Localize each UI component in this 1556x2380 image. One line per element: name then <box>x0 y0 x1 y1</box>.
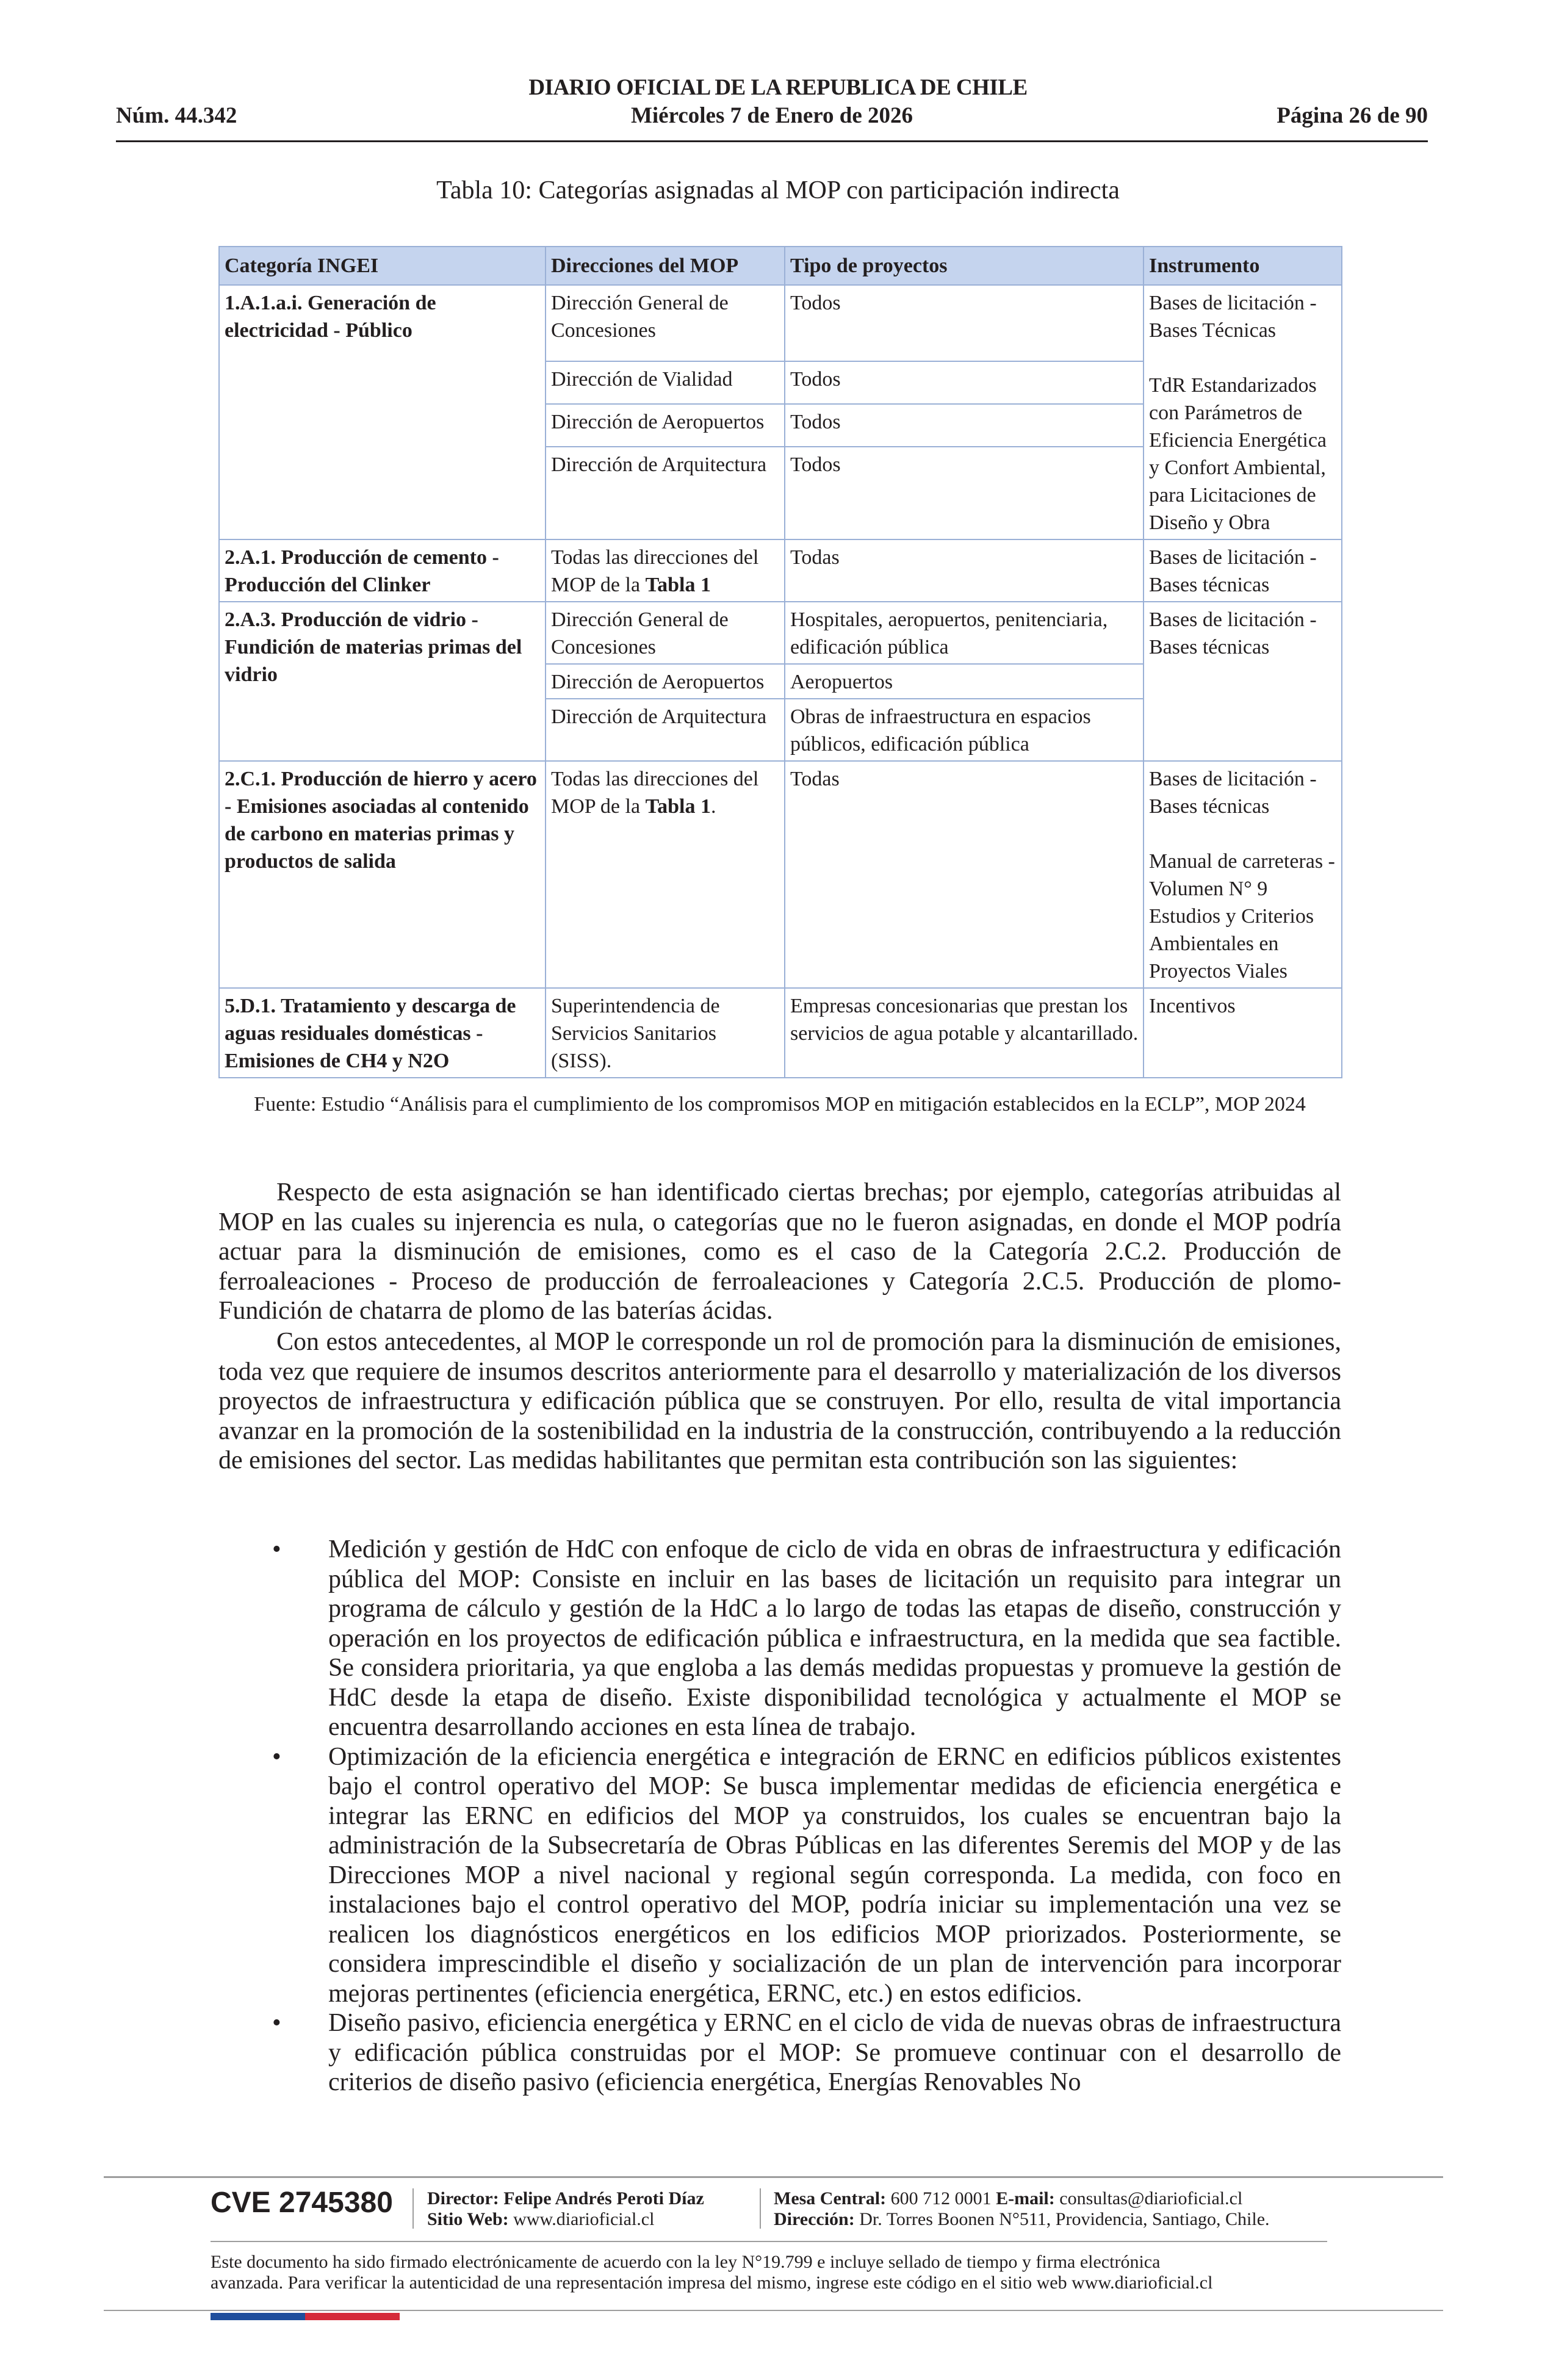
flag-stripe-red <box>305 2313 400 2320</box>
direccion-cell: Dirección de Aeropuertos <box>546 404 785 447</box>
table-row <box>219 988 1342 1078</box>
mesa-label: Mesa Central: <box>774 2188 887 2209</box>
director-name: Felipe Andrés Peroti Díaz <box>503 2188 704 2209</box>
instrumento-text: Bases de licitación - Bases técnicas <box>1149 768 1317 818</box>
footer-divider <box>104 2176 1443 2178</box>
issue-date: Miércoles 7 de Enero de 2026 <box>630 103 913 128</box>
instrumento-cell: Bases de licitación - Bases técnicas <box>1144 602 1342 761</box>
footer-contact-block <box>774 2188 1270 2230</box>
instrumento-cell: Incentivos <box>1144 988 1342 1078</box>
header-row <box>116 103 1428 131</box>
tipo-cell: Aeropuertos <box>785 664 1144 699</box>
paragraph: Respecto de esta asignación se han identificado ciertas brechas; por ejemplo, categorías atribuidas al MOP en las cuales su injerencia es nula, o categorías que no le fueron asignadas, en donde el MOP podría actuar para la disminución de emisiones, como es el caso de la Categoría 2.C.2. Producción de ferroaleaciones - Proceso de producción de ferroaleaciones y Categoría 2.C.5. Producción de plomo-Fundición de chatarra de plomo de las baterías ácidas. <box>218 1178 1341 1325</box>
list-item <box>218 1742 1341 2009</box>
email-link[interactable]: consultas@diarioficial.cl <box>1059 2188 1243 2209</box>
site-label: Sitio Web: <box>427 2209 509 2229</box>
site-link[interactable]: www.diarioficial.cl <box>513 2209 655 2229</box>
signature-notice-line: avanzada. Para verificar la autenticidad de una representación impresa del mismo, ingrese este código en el sitio web www.diarioficial.cl <box>211 2273 1213 2293</box>
director-label: Director: <box>427 2188 499 2209</box>
signature-notice <box>211 2252 1370 2293</box>
table-row <box>219 602 1342 664</box>
list-item-text: Medición y gestión de HdC con enfoque de ciclo de vida en obras de infraestructura y edificación pública del MOP: Consiste en incluir en las bases de licitación un requisito para integrar un programa de cálculo y gestión de la HdC a lo largo de todas las etapas de diseño, construcción y operación en los proyectos de edificación pública e infraestructura, en la medida que sea factible. Se considera prioritaria, ya que engloba a las demás medidas propuestas y promueve la gestión de HdC desde la etapa de diseño. Existe disponibilidad tecnológica y actualmente el MOP se encuentra desarrollando acciones en esta línea de trabajo. <box>328 1535 1341 1741</box>
category-cell: 2.C.1. Producción de hierro y acero - Emisiones asociadas al contenido de carbono en materias primas y productos de salida <box>219 761 546 988</box>
footer-separator <box>760 2188 761 2229</box>
direccion-cell: Dirección de Arquitectura <box>546 699 785 761</box>
bullet-icon: • <box>272 1535 281 1563</box>
instrumento-text: Bases de licitación - Bases Técnicas <box>1149 292 1317 342</box>
header-divider <box>116 140 1428 142</box>
tipo-cell: Todos <box>785 404 1144 447</box>
bullet-icon: • <box>272 1742 281 1771</box>
table-row <box>219 761 1342 988</box>
direccion-text: Todas las direcciones del MOP de la <box>551 768 759 818</box>
bullet-icon: • <box>272 2009 281 2037</box>
instrumento-cell <box>1144 761 1342 988</box>
direccion-cell: Dirección de Vialidad <box>546 361 785 404</box>
table-reference: Tabla 1 <box>645 795 711 818</box>
categories-table <box>218 246 1342 1078</box>
instrumento-text: Manual de carreteras - Volumen N° 9 Estudios y Criterios Ambientales en Proyectos Viales <box>1149 850 1335 983</box>
direccion-cell: Dirección General de Concesiones <box>546 285 785 361</box>
column-header: Direcciones del MOP <box>546 247 785 285</box>
direccion-cell: Dirección de Arquitectura <box>546 447 785 539</box>
email-label: E-mail: <box>996 2188 1055 2209</box>
column-header: Tipo de proyectos <box>785 247 1144 285</box>
table-reference: Tabla 1 <box>645 574 711 596</box>
direccion-text: Todas las direcciones del MOP de la <box>551 546 759 596</box>
column-header: Categoría INGEI <box>219 247 546 285</box>
tipo-cell: Empresas concesionarias que prestan los servicios de agua potable y alcantarillado. <box>785 988 1144 1078</box>
direccion-cell <box>546 539 785 602</box>
mesa-phone: 600 712 0001 <box>890 2188 992 2209</box>
signature-notice-line: Este documento ha sido firmado electrónicamente de acuerdo con la ley N°19.799 e incluye sellado de tiempo y firma electrónica <box>211 2252 1161 2272</box>
category-cell: 2.A.3. Producción de vidrio - Fundición de materias primas del vidrio <box>219 602 546 761</box>
table-row <box>219 539 1342 602</box>
list-item <box>218 1535 1341 1742</box>
category-cell: 5.D.1. Tratamiento y descarga de aguas residuales domésticas - Emisiones de CH4 y N2O <box>219 988 546 1078</box>
flag-stripe-blue <box>211 2313 305 2320</box>
instrumento-cell <box>1144 285 1342 539</box>
direccion-cell: Dirección General de Concesiones <box>546 602 785 664</box>
table-row <box>219 285 1342 361</box>
footer-director-block <box>427 2188 704 2230</box>
table-source: Fuente: Estudio “Análisis para el cumplimiento de los compromisos MOP en mitigación establecidos en la ECLP”, MOP 2024 <box>254 1093 1306 1116</box>
footer-separator <box>412 2188 414 2229</box>
issue-number: Núm. 44.342 <box>116 103 237 128</box>
page-number: Página 26 de 90 <box>1277 103 1428 128</box>
instrumento-cell: Bases de licitación - Bases técnicas <box>1144 539 1342 602</box>
measures-list <box>218 1535 1341 2097</box>
category-cell: 2.A.1. Producción de cemento - Producción del Clinker <box>219 539 546 602</box>
list-item <box>218 2008 1341 2097</box>
direccion-cell: Superintendencia de Servicios Sanitarios (SISS). <box>546 988 785 1078</box>
paragraph: Con estos antecedentes, al MOP le corresponde un rol de promoción para la disminución de emisiones, toda vez que requiere de insumos descritos anteriormente para el desarrollo y materialización de los diversos proyectos de infraestructura y edificación pública que se construyen. Por ello, resulta de vital importancia avanzar en la promoción de la sostenibilidad en la industria de la construcción, contribuyendo a la reducción de emisiones del sector. Las medidas habilitantes que permitan esta contribución son las siguientes: <box>218 1328 1341 1474</box>
tipo-cell: Todos <box>785 361 1144 404</box>
tipo-cell: Todos <box>785 447 1144 539</box>
cve-code: CVE 2745380 <box>211 2187 393 2219</box>
newspaper-title: DIARIO OFICIAL DE LA REPUBLICA DE CHILE <box>528 75 1028 100</box>
table-header-row <box>219 247 1342 285</box>
instrumento-text: TdR Estandarizados con Parámetros de Eficiencia Energética y Confort Ambiental, para Licitaciones de Diseño y Obra <box>1149 374 1327 534</box>
direccion-cell: Dirección de Aeropuertos <box>546 664 785 699</box>
tipo-cell: Hospitales, aeropuertos, penitenciaria, edificación pública <box>785 602 1144 664</box>
footer-divider <box>211 2241 1327 2242</box>
address-text: Dr. Torres Boonen N°511, Providencia, Santiago, Chile. <box>859 2209 1270 2229</box>
column-header: Instrumento <box>1144 247 1342 285</box>
tipo-cell: Todas <box>785 539 1144 602</box>
direccion-text: . <box>710 795 716 818</box>
list-item-text: Optimización de la eficiencia energética e integración de ERNC en edificios públicos existentes bajo el control operativo del MOP: Se busca implementar medidas de eficiencia energética e integrar las ERNC en edificios del MOP ya construidos, los cuales se encuentran bajo la administración de la Subsecretaría de Obras Públicas en las diferentes Seremis del MOP y de las Direcciones MOP a nivel nacional y regional según corresponda. La medida, con foco en instalaciones bajo el control operativo del MOP, podría iniciar su implementación una vez se realicen los diagnósticos energéticos en los edificios MOP priorizados. Posteriormente, se considera imprescindible el diseño y socialización de un plan de intervención para incorporar mejoras pertinentes (eficiencia energética, ERNC, etc.) en estos edificios. <box>328 1742 1341 2008</box>
footer-divider <box>104 2310 1443 2311</box>
address-label: Dirección: <box>774 2209 855 2229</box>
category-cell: 1.A.1.a.i. Generación de electricidad - Público <box>219 285 546 539</box>
tipo-cell: Todos <box>785 285 1144 361</box>
table-caption: Tabla 10: Categorías asignadas al MOP con participación indirecta <box>436 176 1120 204</box>
tipo-cell: Todas <box>785 761 1144 988</box>
list-item-text: Diseño pasivo, eficiencia energética y ERNC en el ciclo de vida de nuevas obras de infraestructura y edificación pública construidas por el MOP: Se promueve continuar con el desarrollo de criterios de diseño pasivo (eficiencia energética, Energías Renovables No <box>328 2009 1341 2096</box>
direccion-cell <box>546 761 785 988</box>
tipo-cell: Obras de infraestructura en espacios públicos, edificación pública <box>785 699 1144 761</box>
